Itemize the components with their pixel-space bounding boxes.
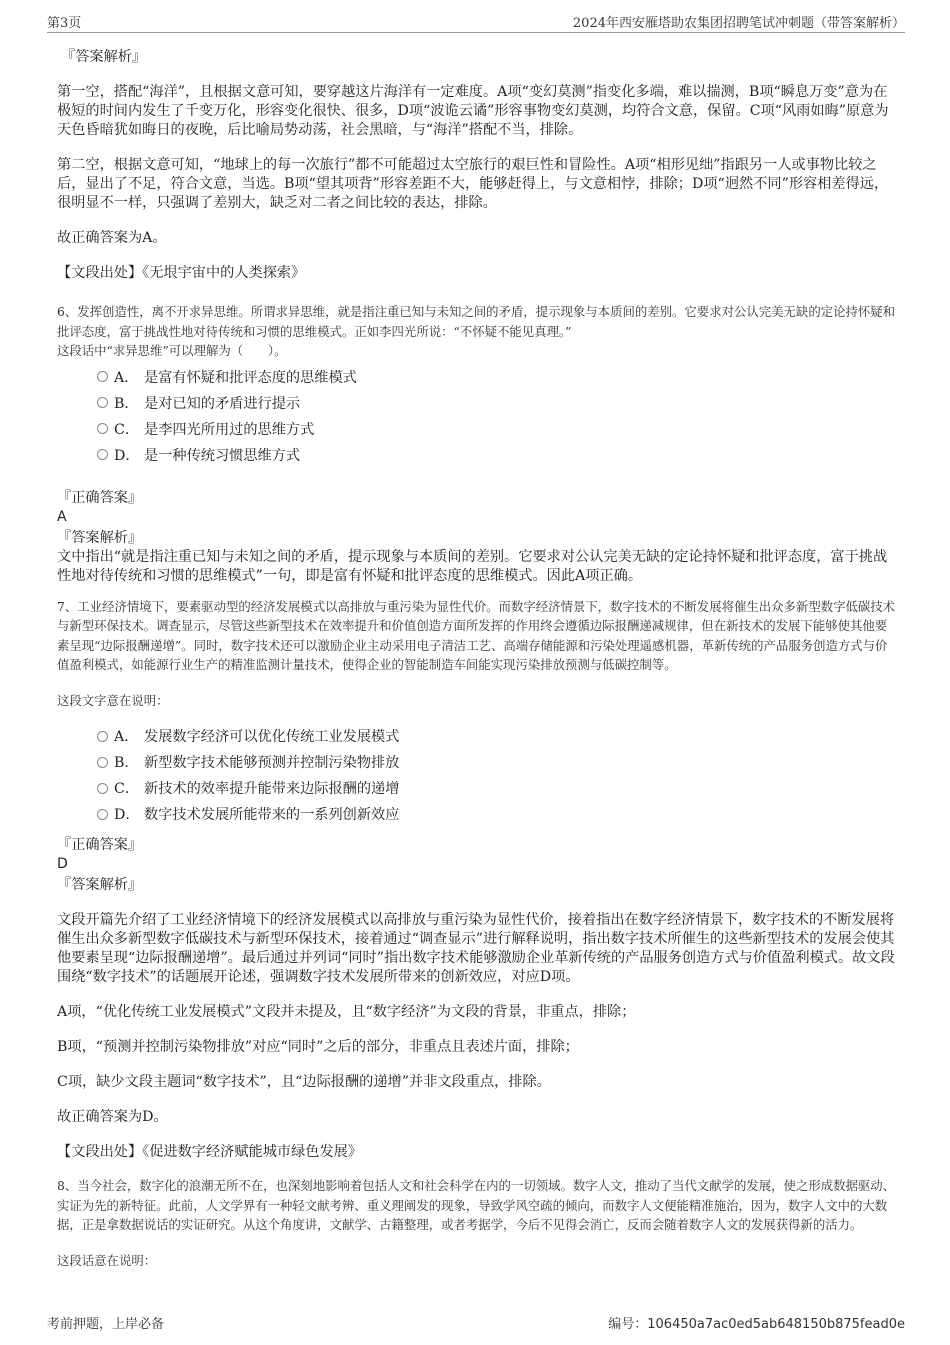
radio-icon[interactable] bbox=[97, 783, 108, 794]
q5-conclusion: 故正确答案为A。 bbox=[57, 230, 167, 246]
q7-analysis-para4: C项，缺少文段主题词“数字技术”，且“边际报酬的递增”并非文段重点，排除。 bbox=[57, 1074, 551, 1090]
q7-option-a[interactable]: A． 发展数字经济可以优化传统工业发展模式 bbox=[97, 724, 897, 750]
radio-icon[interactable] bbox=[97, 397, 108, 408]
q6-question: 这段话中“求异思维”可以理解为（ ）。 bbox=[57, 343, 287, 358]
q7-option-c[interactable]: C． 新技术的效率提升能带来边际报酬的递增 bbox=[97, 776, 897, 802]
q6-analysis-label: 『答案解析』 bbox=[57, 529, 143, 546]
q7-analysis-para1: 文段开篇先介绍了工业经济情境下的经济发展模式以高排放与重污染为显性代价，接着指出在数字经济情景下，数字技术的不断发展将催生出众多新型数字低碳技术与新型环保技术，接着通过“调查显示”进行解释说明，指出数字技术所催生的这些新型技术的发展会使其他要素呈现“边际报酬递增”。最后通过并列词“同时”指出数字技术能够激励企业革新传统的产品服务创造方式与价值盈利模式。故文段围绕“数字技术”的话题展开论述，强调数字技术发展所带来的创新效应，对应D项。 bbox=[57, 912, 895, 985]
code-label: 编号： bbox=[608, 1317, 648, 1332]
q6-option-a[interactable]: A． 是富有怀疑和批评态度的思维模式 bbox=[97, 365, 897, 391]
q7-answer-label: 『正确答案』 bbox=[57, 837, 143, 853]
q6-option-b[interactable]: B． 是对已知的矛盾进行提示 bbox=[97, 391, 897, 417]
document-code bbox=[608, 1313, 905, 1332]
q6-option-c[interactable]: C． 是李四光所用过的思维方式 bbox=[97, 417, 897, 443]
q6-stem: 6、发挥创造性，离不开求异思维。所谓求异思维，就是指注重已知与未知之间的矛盾，提示现象与本质间的差别。它要求对公认完美无缺的定论持怀疑和批评态度，富于挑战性地对待传统和习惯的思维模式。正如李四光所说：“不怀疑不能见真理。” bbox=[57, 304, 896, 339]
q6-answer-label: 『正确答案』 bbox=[57, 489, 143, 506]
q5-analysis-label: 『答案解析』 bbox=[61, 49, 147, 65]
q7-option-d[interactable]: D． 数字技术发展所能带来的一系列创新效应 bbox=[97, 802, 897, 828]
q7-source: 【文段出处】《促进数字经济赋能城市绿色发展》 bbox=[57, 1144, 363, 1160]
q7-option-b[interactable]: B． 新型数字技术能够预测并控制污染物排放 bbox=[97, 750, 897, 776]
document-title: 2024年西安雁塔助农集团招聘笔试冲刺题（带答案解析） bbox=[572, 16, 905, 31]
q8-stem: 8、当今社会，数字化的浪潮无所不在，也深刻地影响着包括人文和社会科学在内的一切领域。数字人文，推动了当代文献学的发展，使之形成数据驱动、实证为先的新特征。此前，人文学界有一种轻文献考辨、重义理阐发的现象，导致学风空疏的倾向，而数字人文便能精准施治，因为，数字人文中的大数据，正是拿数据说话的实证研究。从这个角度讲，文献学、古籍整理，或者考据学，今后不见得会消亡，反而会随着数字人文的发展获得新的活力。 bbox=[57, 1178, 896, 1232]
q7-conclusion: 故正确答案为D。 bbox=[57, 1109, 168, 1125]
document-body bbox=[57, 48, 897, 1270]
q7-analysis-para2: A项，“优化传统工业发展模式”文段并未提及，且“数字经济”为文段的背景，非重点，排除； bbox=[57, 1004, 636, 1020]
radio-icon[interactable] bbox=[97, 809, 108, 820]
q6-answer: A bbox=[57, 508, 67, 525]
page-number: 第3页 bbox=[47, 16, 82, 31]
q7-options bbox=[57, 724, 897, 828]
q6-analysis: 文中指出“就是指注重已知与未知之间的矛盾，提示现象与本质间的差别。它要求对公认完美无缺的定论持怀疑和批评态度，富于挑战性地对待传统和习惯的思维模式”一句，即是富有怀疑和批评态度的思维模式。因此A项正确。 bbox=[57, 548, 888, 584]
q5-analysis-para1: 第一空，搭配“海洋”，且根据文意可知，要穿越这片海洋有一定难度。A项“变幻莫测”指变化多端，难以揣测，B项“瞬息万变”意为在极短的时间内发生了千变万化，形容变化很快、很多，D项“波诡云谲”形容事物变幻莫测，均符合文意，保留。C项“风雨如晦”原意为天色昏暗犹如晦日的夜晚，后比喻局势动荡，社会黑暗，与“海洋”搭配不当，排除。 bbox=[57, 84, 889, 138]
q7-analysis-label: 『答案解析』 bbox=[57, 877, 143, 893]
radio-icon[interactable] bbox=[97, 731, 108, 742]
q7-stem: 7、工业经济情境下，要素驱动型的经济发展模式以高排放与重污染为显性代价。而数字经济情景下，数字技术的不断发展将催生出众多新型数字低碳技术与新型环保技术。调查显示，尽管这些新型技术在效率提升和价值创造方面所发挥的作用终会遵循边际报酬递减规律，但在新技术的发展下能够使其他要素呈现“边际报酬递增”。同时，数字技术还可以激励企业主动采用电子清洁工艺、高端存储能源和污染处理遥感机器，革新传统的产品服务创造方式与价值盈利模式，如能源行业生产的精准监测计量技术，使得企业的智能制造车间能实现污染排放预测与低碳控制等。 bbox=[57, 598, 896, 672]
radio-icon[interactable] bbox=[97, 371, 108, 382]
radio-icon[interactable] bbox=[97, 423, 108, 434]
radio-icon[interactable] bbox=[97, 449, 108, 460]
q7-question: 这段文字意在说明： bbox=[57, 692, 169, 708]
q6-options bbox=[57, 365, 897, 469]
page-header bbox=[47, 12, 905, 33]
q5-analysis-para2: 第二空，根据文意可知，“地球上的每一次旅行”都不可能超过太空旅行的艰巨性和冒险性。A项“相形见绌”指跟另一人或事物比较之后，显出了不足，符合文意，当选。B项“望其项背”形容差距不大，能够赶得上，与文意相悖，排除；D项“迥然不同”形容相差得远，很明显不一样，只强调了差别大，缺乏对二者之间比较的表达，排除。 bbox=[57, 157, 889, 211]
code-value: 106450a7ac0ed5ab648150b875fead0e bbox=[647, 1317, 905, 1332]
q5-source: 【文段出处】《无垠宇宙中的人类探索》 bbox=[57, 265, 306, 281]
q7-answer: D bbox=[57, 856, 68, 872]
radio-icon[interactable] bbox=[97, 757, 108, 768]
q8-question: 这段话意在说明： bbox=[57, 1252, 157, 1268]
q7-analysis-para3: B项，“预测并控制污染物排放”对应“同时”之后的部分，非重点且表述片面，排除； bbox=[57, 1039, 579, 1055]
q6-option-d[interactable]: D． 是一种传统习惯思维方式 bbox=[97, 443, 897, 469]
footer-slogan: 考前押题，上岸必备 bbox=[47, 1317, 165, 1332]
